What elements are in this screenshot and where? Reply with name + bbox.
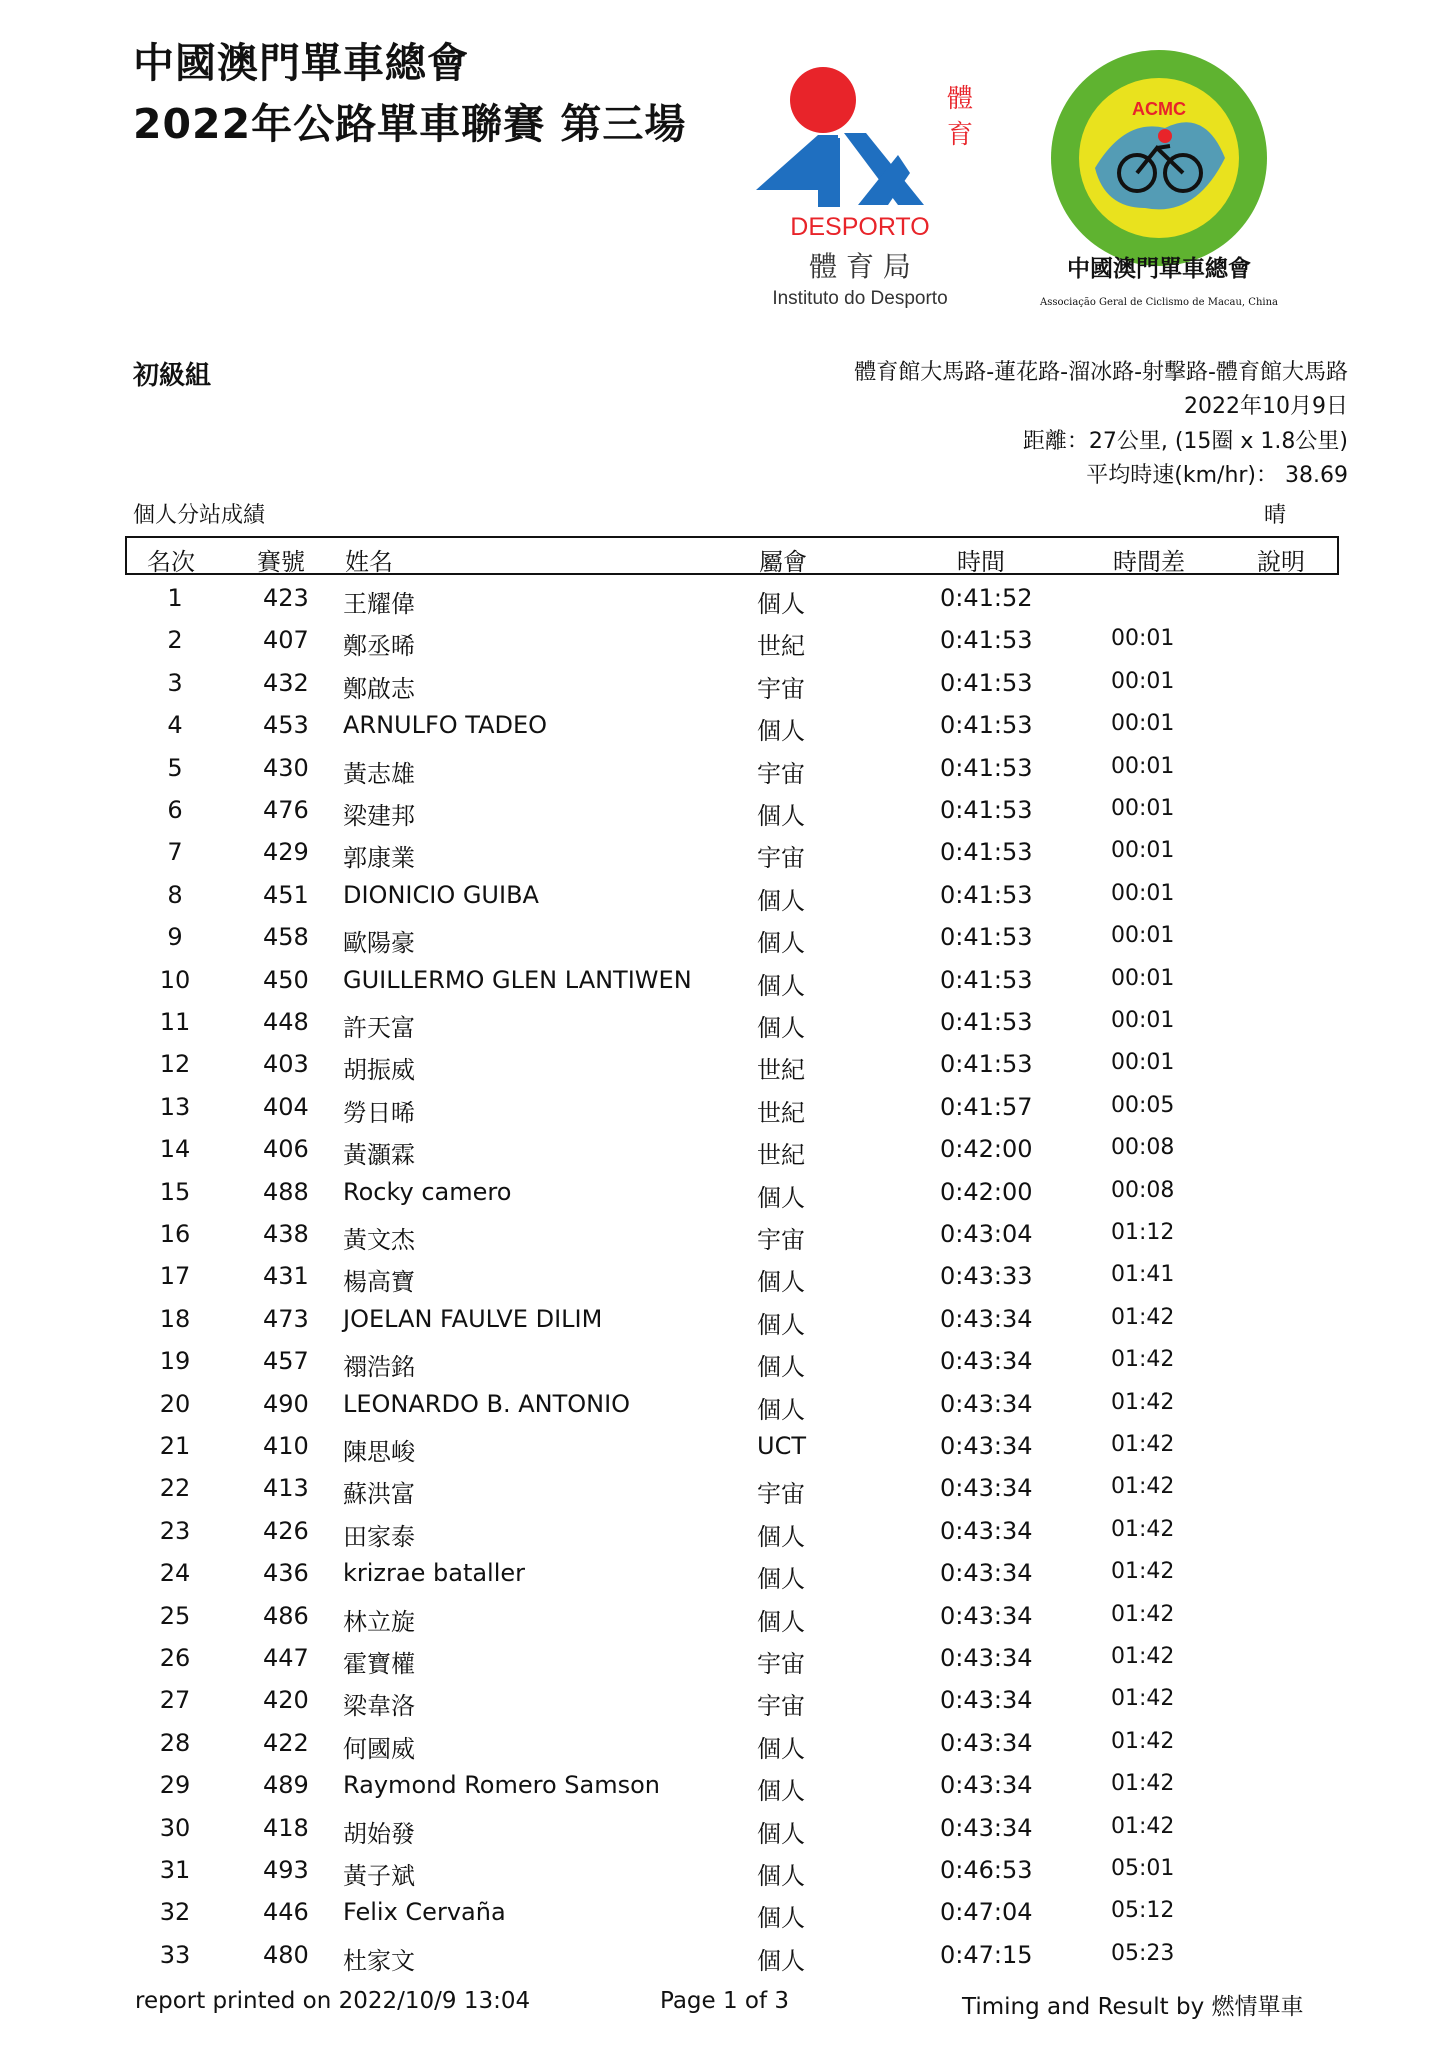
table-row	[125, 875, 1339, 917]
time-cell: 0:41:57	[940, 1092, 1033, 1121]
header-time: 時間	[957, 548, 1005, 576]
rank-cell: 11	[159, 1008, 191, 1036]
name-cell: 霍寶權	[343, 1650, 415, 1678]
table-row	[125, 1511, 1339, 1553]
number-cell: 486	[263, 1601, 309, 1630]
acmc-abbr: ACMC	[1132, 99, 1186, 119]
number-cell: 490	[263, 1389, 309, 1418]
club-cell: 世紀	[757, 1098, 805, 1127]
time-cell: 0:41:53	[940, 1050, 1033, 1079]
club-cell: 個人	[757, 802, 805, 830]
time-cell: 0:41:53	[940, 753, 1033, 782]
header-number: 賽號	[257, 548, 305, 576]
gap-cell: 01:42	[1111, 1347, 1175, 1373]
table-row	[125, 620, 1339, 662]
rank-cell: 7	[167, 838, 183, 867]
name-cell: 黃子斌	[343, 1862, 415, 1890]
club-cell: 個人	[757, 886, 805, 915]
table-row	[125, 1723, 1339, 1765]
number-cell: 450	[263, 965, 309, 994]
logo-brand: DESPORTO	[790, 213, 930, 241]
time-cell: 0:43:34	[940, 1304, 1033, 1333]
gap-cell: 00:01	[1111, 796, 1175, 821]
table-row	[125, 790, 1339, 832]
number-cell: 451	[263, 880, 309, 909]
number-cell: 430	[263, 753, 309, 782]
gap-cell: 00:01	[1111, 838, 1175, 864]
club-cell: 個人	[757, 1395, 805, 1424]
logo-name-cn: 體 育 局	[809, 250, 911, 283]
gap-cell: 01:41	[1111, 1262, 1175, 1288]
rank-cell: 33	[159, 1940, 191, 1969]
number-cell: 453	[263, 711, 309, 740]
name-cell: LEONARDO B. ANTONIO	[343, 1389, 631, 1418]
club-cell: 宇宙	[757, 1692, 805, 1721]
name-cell: Raymond Romero Samson	[343, 1771, 660, 1800]
gap-cell: 01:42	[1111, 1686, 1175, 1712]
name-cell: 梁建邦	[343, 802, 415, 830]
time-cell: 0:43:34	[940, 1559, 1033, 1588]
club-cell: 世紀	[757, 1056, 805, 1085]
print-timestamp: report printed on 2022/10/9 13:04	[135, 1988, 531, 2014]
number-cell: 458	[263, 923, 309, 952]
table-row	[125, 1638, 1339, 1680]
rank-cell: 21	[159, 1432, 191, 1460]
rank-cell: 25	[159, 1601, 191, 1630]
gap-cell: 01:42	[1111, 1304, 1175, 1330]
header-rank: 名次	[147, 548, 195, 576]
gap-cell: 00:08	[1111, 1177, 1175, 1203]
desporto-logo	[748, 55, 988, 310]
time-cell: 0:46:53	[940, 1856, 1033, 1884]
number-cell: 448	[263, 1008, 309, 1036]
number-cell: 431	[263, 1262, 309, 1291]
table-row	[125, 1087, 1339, 1129]
gap-cell: 01:42	[1111, 1474, 1175, 1500]
table-row	[125, 832, 1339, 874]
table-row	[125, 960, 1339, 1002]
rank-cell: 13	[159, 1092, 191, 1121]
gap-cell: 00:01	[1111, 923, 1175, 949]
time-cell: 0:41:53	[940, 668, 1033, 697]
table-row	[125, 1384, 1339, 1426]
time-cell: 0:42:00	[940, 1135, 1033, 1164]
rank-cell: 31	[159, 1856, 191, 1884]
name-cell: 楊高寶	[343, 1268, 415, 1297]
rank-cell: 6	[167, 796, 183, 824]
time-cell: 0:43:34	[940, 1771, 1033, 1800]
name-cell: 禤浩銘	[343, 1353, 415, 1382]
time-cell: 0:41:53	[940, 711, 1033, 740]
time-cell: 0:41:53	[940, 626, 1033, 655]
club-cell: 個人	[757, 1353, 805, 1382]
table-row	[125, 917, 1339, 959]
rank-cell: 17	[159, 1262, 191, 1291]
number-cell: 493	[263, 1856, 309, 1884]
time-cell: 0:41:53	[940, 1008, 1033, 1036]
table-row	[125, 1341, 1339, 1383]
time-cell: 0:43:34	[940, 1644, 1033, 1672]
table-row	[125, 1468, 1339, 1510]
gap-cell: 05:01	[1111, 1856, 1175, 1881]
rank-cell: 5	[167, 753, 183, 782]
club-cell: 個人	[757, 1904, 805, 1933]
club-cell: 個人	[757, 971, 805, 1000]
rank-cell: 30	[159, 1813, 191, 1842]
rank-cell: 32	[159, 1898, 191, 1927]
table-row	[125, 663, 1339, 705]
number-cell: 420	[263, 1686, 309, 1715]
name-cell: JOELAN FAULVE DILIM	[343, 1304, 603, 1333]
gap-cell: 01:42	[1111, 1813, 1175, 1839]
gap-cell: 05:23	[1111, 1940, 1175, 1966]
club-cell: 個人	[757, 1522, 805, 1551]
gap-cell: 01:42	[1111, 1389, 1175, 1415]
number-cell: 403	[263, 1050, 309, 1079]
gap-cell: 01:42	[1111, 1516, 1175, 1542]
number-cell: 423	[263, 584, 309, 612]
name-cell: krizrae bataller	[343, 1559, 526, 1588]
table-row	[125, 1002, 1339, 1044]
rank-cell: 9	[167, 923, 183, 952]
rank-cell: 3	[167, 668, 183, 697]
club-cell: 個人	[757, 1014, 805, 1042]
club-cell: 宇宙	[757, 674, 805, 703]
name-cell: Rocky camero	[343, 1177, 512, 1206]
club-cell: 宇宙	[757, 1226, 805, 1254]
time-cell: 0:43:34	[940, 1474, 1033, 1503]
logo-vertical-text-2: 育	[946, 120, 974, 150]
gap-cell: 01:42	[1111, 1771, 1175, 1797]
club-cell: 個人	[757, 1310, 805, 1339]
time-cell: 0:43:34	[940, 1389, 1033, 1418]
number-cell: 410	[263, 1432, 309, 1460]
number-cell: 422	[263, 1728, 309, 1757]
table-row	[125, 1426, 1339, 1468]
club-cell: 個人	[757, 1565, 805, 1594]
rank-cell: 18	[159, 1304, 191, 1333]
gap-cell: 01:42	[1111, 1644, 1175, 1669]
number-cell: 489	[263, 1771, 309, 1800]
time-cell: 0:42:00	[940, 1177, 1033, 1206]
time-cell: 0:41:53	[940, 796, 1033, 824]
gap-cell: 00:01	[1111, 1008, 1175, 1033]
time-cell: 0:41:53	[940, 838, 1033, 867]
logo-name-pt: Instituto do Desporto	[772, 288, 948, 309]
table-row	[125, 1892, 1339, 1934]
rank-cell: 12	[159, 1050, 191, 1079]
number-cell: 447	[263, 1644, 309, 1672]
number-cell: 418	[263, 1813, 309, 1842]
name-cell: DIONICIO GUIBA	[343, 880, 539, 909]
rank-cell: 24	[159, 1559, 191, 1588]
table-row	[125, 1553, 1339, 1595]
time-cell: 0:43:34	[940, 1347, 1033, 1376]
name-cell: 歐陽豪	[343, 929, 415, 958]
table-row	[125, 1256, 1339, 1298]
rank-cell: 14	[159, 1135, 191, 1164]
gap-cell: 01:42	[1111, 1432, 1175, 1457]
time-cell: 0:43:04	[940, 1220, 1033, 1248]
header-name: 姓名	[345, 548, 393, 576]
club-cell: 個人	[757, 1183, 805, 1212]
number-cell: 432	[263, 668, 309, 697]
time-cell: 0:43:34	[940, 1686, 1033, 1715]
gap-cell: 00:01	[1111, 753, 1175, 779]
page-indicator: Page 1 of 3	[660, 1988, 790, 2014]
rank-cell: 19	[159, 1347, 191, 1376]
rank-cell: 26	[159, 1644, 191, 1672]
number-cell: 488	[263, 1177, 309, 1206]
number-cell: 457	[263, 1347, 309, 1376]
gap-cell: 01:42	[1111, 1728, 1175, 1754]
time-cell: 0:41:53	[940, 965, 1033, 994]
name-cell: GUILLERMO GLEN LANTIWEN	[343, 965, 692, 994]
table-row	[125, 1596, 1339, 1638]
rank-cell: 23	[159, 1516, 191, 1545]
name-cell: 胡始發	[343, 1819, 415, 1848]
table-row	[125, 1129, 1339, 1171]
club-cell: 個人	[757, 1607, 805, 1636]
number-cell: 438	[263, 1220, 309, 1248]
acmc-name-cn: 中國澳門單車總會	[1067, 255, 1251, 282]
name-cell: Felix Cervaña	[343, 1898, 506, 1927]
name-cell: 陳思峻	[343, 1438, 415, 1466]
distance-text: 距離：27公里, (15圈 x 1.8公里)	[1022, 429, 1348, 454]
table-row	[125, 1044, 1339, 1086]
number-cell: 476	[263, 796, 309, 824]
gap-cell: 05:12	[1111, 1898, 1175, 1924]
time-cell: 0:43:33	[940, 1262, 1033, 1291]
club-cell: 世紀	[757, 1141, 805, 1170]
number-cell: 429	[263, 838, 309, 867]
club-cell: 個人	[757, 1734, 805, 1763]
number-cell: 436	[263, 1559, 309, 1588]
table-row	[125, 1214, 1339, 1256]
average-speed: 平均時速(km/hr)： 38.69	[1086, 463, 1348, 488]
name-cell: 王耀偉	[343, 590, 415, 618]
timing-credit: Timing and Result by 燃情單車	[962, 1994, 1304, 2020]
table-row	[125, 1172, 1339, 1214]
rank-cell: 28	[159, 1728, 191, 1757]
number-cell: 480	[263, 1940, 309, 1969]
header-note: 說明	[1257, 548, 1305, 576]
club-cell: 個人	[757, 590, 805, 618]
club-cell: 個人	[757, 1946, 805, 1975]
name-cell: 梁韋洛	[343, 1692, 415, 1721]
club-cell: 個人	[757, 1862, 805, 1890]
name-cell: 何國威	[343, 1734, 415, 1763]
rank-cell: 29	[159, 1771, 191, 1800]
table-row	[125, 1680, 1339, 1722]
section-title: 個人分站成績	[133, 503, 266, 528]
document-title: 中國澳門單車總會	[133, 39, 469, 87]
number-cell: 473	[263, 1304, 309, 1333]
time-cell: 0:47:15	[940, 1940, 1033, 1969]
rank-cell: 20	[159, 1389, 191, 1418]
club-cell: 宇宙	[757, 844, 805, 873]
time-cell: 0:43:34	[940, 1601, 1033, 1630]
rank-cell: 4	[167, 711, 183, 740]
gap-cell: 00:01	[1111, 965, 1175, 991]
rank-cell: 27	[159, 1686, 191, 1715]
club-cell: 宇宙	[757, 1650, 805, 1678]
name-cell: 鄭丞晞	[343, 632, 415, 661]
gap-cell: 00:01	[1111, 668, 1175, 694]
name-cell: 黃文杰	[343, 1226, 415, 1254]
header-gap: 時間差	[1113, 548, 1185, 576]
name-cell: 蘇洪富	[343, 1480, 415, 1509]
name-cell: 黃志雄	[343, 759, 415, 788]
club-cell: 宇宙	[757, 759, 805, 788]
gap-cell: 01:12	[1111, 1220, 1175, 1245]
table-row	[125, 705, 1339, 747]
club-cell: 個人	[757, 1819, 805, 1848]
time-cell: 0:47:04	[940, 1898, 1033, 1927]
club-cell: 個人	[757, 717, 805, 746]
club-cell: 宇宙	[757, 1480, 805, 1509]
number-cell: 407	[263, 626, 309, 655]
number-cell: 404	[263, 1092, 309, 1121]
number-cell: 426	[263, 1516, 309, 1545]
name-cell: 黃灝霖	[343, 1141, 415, 1170]
time-cell: 0:41:52	[940, 584, 1033, 612]
gap-cell: 00:05	[1111, 1092, 1175, 1118]
name-cell: 鄭啟志	[343, 674, 415, 703]
rank-cell: 16	[159, 1220, 191, 1248]
club-cell: 世紀	[757, 632, 805, 661]
gap-cell: 00:01	[1111, 711, 1175, 737]
number-cell: 406	[263, 1135, 309, 1164]
category-label: 初級組	[133, 361, 212, 391]
acmc-name-pt: Associação Geral de Ciclismo de Macau, China	[1040, 297, 1278, 308]
time-cell: 0:43:34	[940, 1432, 1033, 1460]
rank-cell: 2	[167, 626, 183, 655]
gap-cell: 01:42	[1111, 1601, 1175, 1627]
club-cell: 個人	[757, 1777, 805, 1806]
table-row	[125, 748, 1339, 790]
name-cell: 勞日晞	[343, 1098, 415, 1127]
gap-cell: 00:08	[1111, 1135, 1175, 1161]
rank-cell: 1	[167, 584, 183, 612]
time-cell: 0:43:34	[940, 1516, 1033, 1545]
gap-cell: 00:01	[1111, 880, 1175, 906]
table-row	[125, 1765, 1339, 1807]
weather: 晴	[1264, 503, 1287, 528]
table-row	[125, 1808, 1339, 1850]
name-cell: 田家泰	[343, 1522, 415, 1551]
acmc-logo	[1035, 48, 1297, 318]
header-club: 屬會	[759, 548, 807, 576]
time-cell: 0:41:53	[940, 923, 1033, 952]
number-cell: 413	[263, 1474, 309, 1503]
gap-cell: 00:01	[1111, 626, 1175, 652]
time-cell: 0:41:53	[940, 880, 1033, 909]
rank-cell: 10	[159, 965, 191, 994]
club-cell: 個人	[757, 929, 805, 958]
event-title: 2022年公路單車聯賽 第三場	[133, 100, 687, 148]
club-cell: 個人	[757, 1268, 805, 1297]
name-cell: 郭康業	[343, 844, 415, 873]
number-cell: 446	[263, 1898, 309, 1927]
route-text: 體育館大馬路-蓮花路-溜冰路-射擊路-體育館大馬路	[854, 360, 1348, 385]
time-cell: 0:43:34	[940, 1813, 1033, 1842]
gap-cell: 01:42	[1111, 1559, 1175, 1585]
name-cell: 許天富	[343, 1014, 415, 1042]
table-row	[125, 578, 1339, 620]
rank-cell: 8	[167, 880, 183, 909]
table-row	[125, 1850, 1339, 1892]
name-cell: 杜家文	[343, 1946, 415, 1975]
race-date: 2022年10月9日	[1184, 394, 1348, 419]
table-row	[125, 1299, 1339, 1341]
time-cell: 0:43:34	[940, 1728, 1033, 1757]
rank-cell: 22	[159, 1474, 191, 1503]
gap-cell: 00:01	[1111, 1050, 1175, 1076]
logo-vertical-text-1: 體	[946, 84, 974, 114]
club-cell: UCT	[757, 1432, 806, 1460]
name-cell: 胡振威	[343, 1056, 415, 1085]
name-cell: ARNULFO TADEO	[343, 711, 548, 740]
name-cell: 林立旋	[343, 1607, 415, 1636]
table-header	[125, 536, 1339, 575]
rank-cell: 15	[159, 1177, 191, 1206]
table-row	[125, 1935, 1339, 1977]
